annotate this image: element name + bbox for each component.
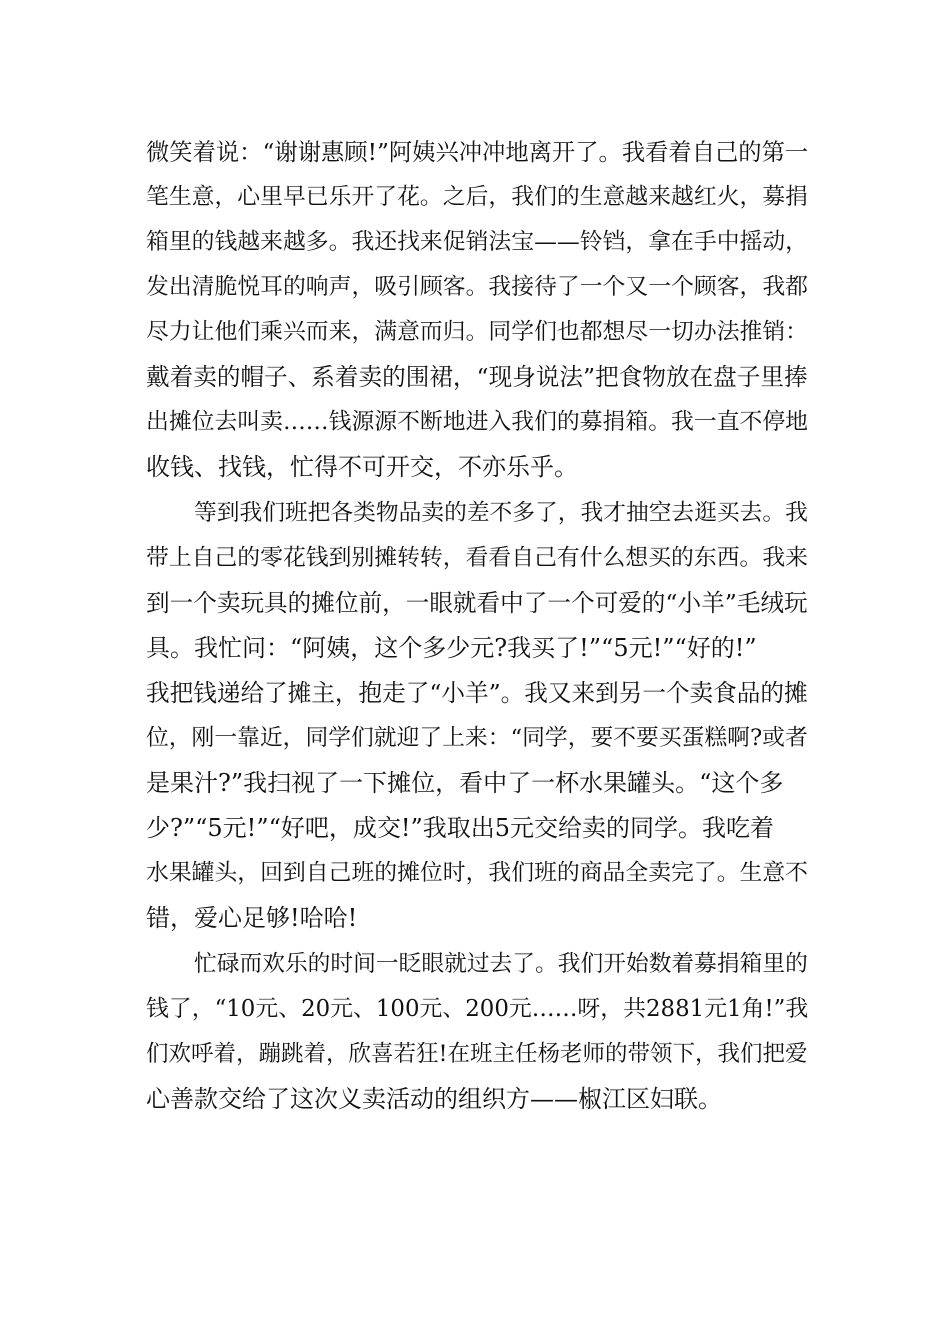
text-line: 等到我们班把各类物品卖的差不多了，我才抽空去逛买去。我: [194, 500, 808, 526]
text-line: 忙碌而欢乐的时间一眨眼就过去了。我们开始数着募捐箱里的: [194, 951, 808, 977]
text-line: 箱里的钱越来越多。我还找来促销法宝——铃铛，拿在手中摇动，: [146, 229, 809, 255]
text-line: 笔生意，心里早已乐开了花。之后，我们的生意越来越红火，募捐: [146, 184, 809, 210]
text-line: 是果汁?”我扫视了一下摊位，看中了一杯水果罐头。“这个多: [146, 769, 784, 797]
text-line: 戴着卖的帽子、系着卖的围裙，“现身说法”把食物放在盘子里捧: [146, 363, 808, 391]
text-line: 心善款交给了这次义卖活动的组织方——椒江区妇联。: [146, 1085, 722, 1113]
text-line: 位，刚一靠近，同学们就迎了上来：“同学，要不要买蛋糕啊?或者: [146, 725, 808, 751]
paragraph-3: [146, 942, 808, 1122]
text-line: 们欢呼着，蹦跳着，欣喜若狂!在班主任杨老师的带领下，我们把爱: [146, 1041, 808, 1067]
text-line: 尽力让他们乘兴而来，满意而归。同学们也都想尽一切办法推销：: [146, 319, 809, 345]
text-line: 收钱、找钱，忙得不可开交，不亦乐乎。: [146, 453, 578, 481]
text-line: 微笑着说：“谢谢惠顾!”阿姨兴冲冲地离开了。我看着自己的第一: [146, 139, 809, 166]
text-line: 到一个卖玩具的摊位前，一眼就看中了一个可爱的“小羊”毛绒玩: [146, 589, 808, 617]
text-line: 错，爱心足够!哈哈!: [146, 904, 358, 932]
text-line: 我把钱递给了摊主，抱走了“小羊”。我又来到另一个卖食品的摊: [146, 679, 808, 707]
text-line: 少?”“5元!”“好吧，成交!”我取出5元交给卖的同学。我吃着: [146, 814, 775, 842]
text-line: 具。我忙问：“阿姨，这个多少元?我买了!”“5元!”“好的!”: [146, 634, 757, 662]
document-body: [146, 130, 808, 1122]
text-line: 发出清脆悦耳的响声，吸引顾客。我接待了一个又一个顾客，我都: [146, 274, 809, 300]
text-line: 钱了，“10元、20元、100元、200元……呀，共2881元1角!”我: [146, 996, 809, 1022]
paragraph-2: [146, 491, 808, 941]
text-line: 出摊位去叫卖……钱源源不断地进入我们的募捐箱。我一直不停地: [146, 409, 809, 435]
text-line: 水果罐头，回到自己班的摊位时，我们班的商品全卖完了。生意不: [146, 860, 809, 886]
text-line: 带上自己的零花钱到别摊转转，看看自己有什么想买的东西。我来: [146, 545, 809, 571]
paragraph-1: [146, 130, 808, 490]
